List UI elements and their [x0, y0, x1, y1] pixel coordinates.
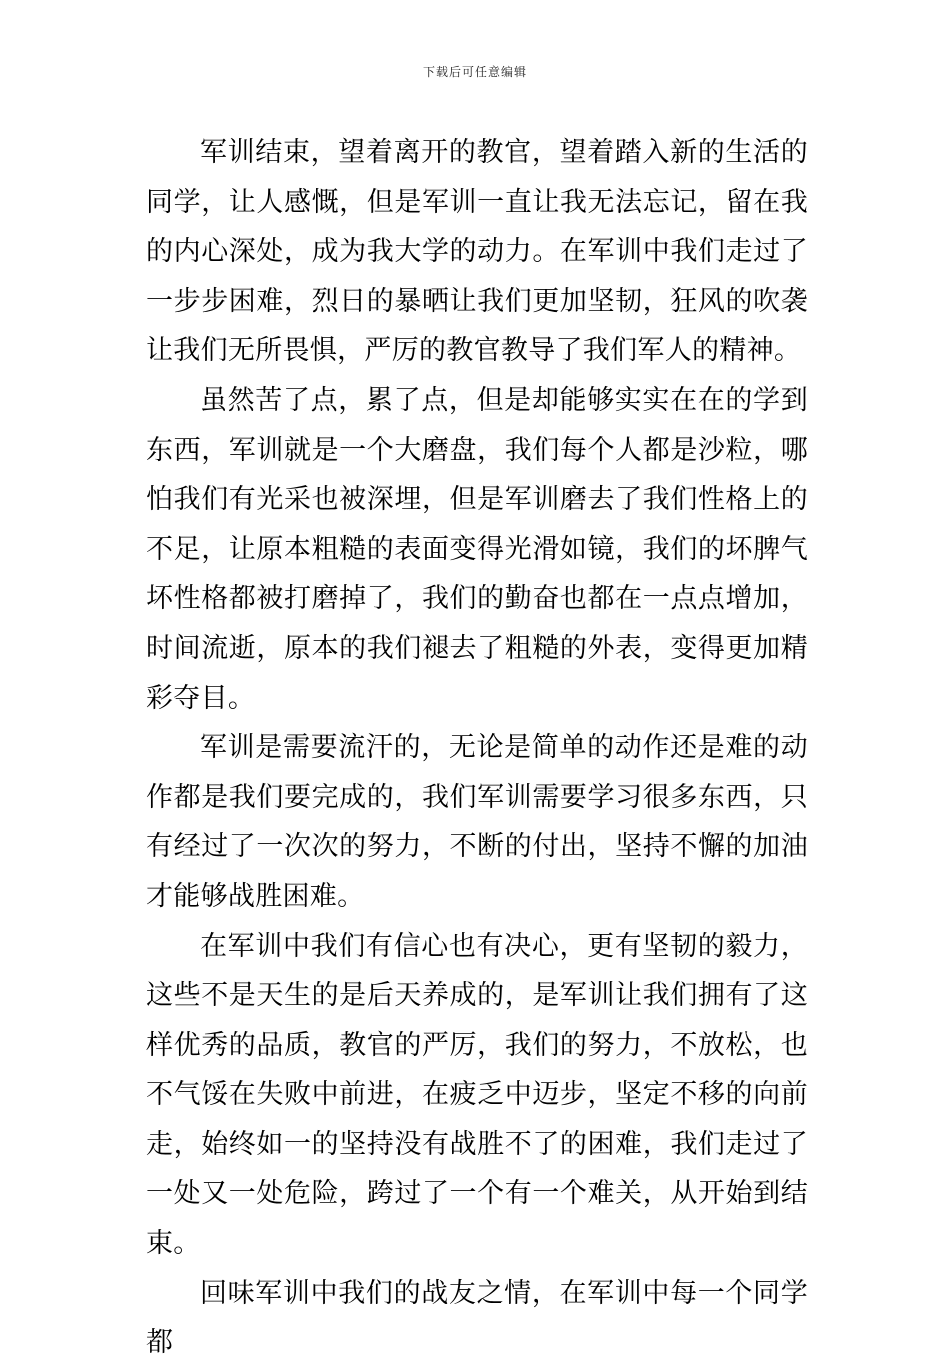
paragraph-2: 虽然苦了点，累了点，但是却能够实实在在的学到东西，军训就是一个大磨盘，我们每个人都是沙粒，哪怕我们有光采也被深埋，但是军训磨去了我们性格上的不足，让原本粗糙的表面变得光滑如镜，我们的坏脾气坏性格都被打磨掉了，我们的勤奋也都在一点点增加，时间流逝，原本的我们褪去了粗糙的外表，变得更加精彩夺目。: [146, 384, 808, 714]
paragraph-5: 回味军训中我们的战友之情，在军训中每一个同学都: [146, 1277, 808, 1359]
document-body: [146, 128, 808, 1368]
paragraph-1: 军训结束，望着离开的教官，望着踏入新的生活的同学，让人感慨，但是军训一直让我无法忘记，留在我的内心深处，成为我大学的动力。在军训中我们走过了一步步困难，烈日的暴晒让我们更加坚韧，狂风的吹袭让我们无所畏惧，严厉的教官教导了我们军人的精神。: [146, 137, 808, 367]
paragraph-3: 军训是需要流汗的，无论是简单的动作还是难的动作都是我们要完成的，我们军训需要学习很多东西，只有经过了一次次的努力，不断的付出，坚持不懈的加油才能够战胜困难。: [146, 732, 808, 912]
paragraph-4: 在军训中我们有信心也有决心，更有坚韧的毅力，这些不是天生的是后天养成的，是军训让我们拥有了这样优秀的品质，教官的严厉，我们的努力，不放松，也不气馁在失败中前进，在疲乏中迈步，坚定不移的向前走，始终如一的坚持没有战胜不了的困难，我们走过了一处又一处危险，跨过了一个有一个难关，从开始到结束。: [146, 930, 808, 1260]
page-header-note: 下载后可任意编辑: [422, 65, 527, 79]
